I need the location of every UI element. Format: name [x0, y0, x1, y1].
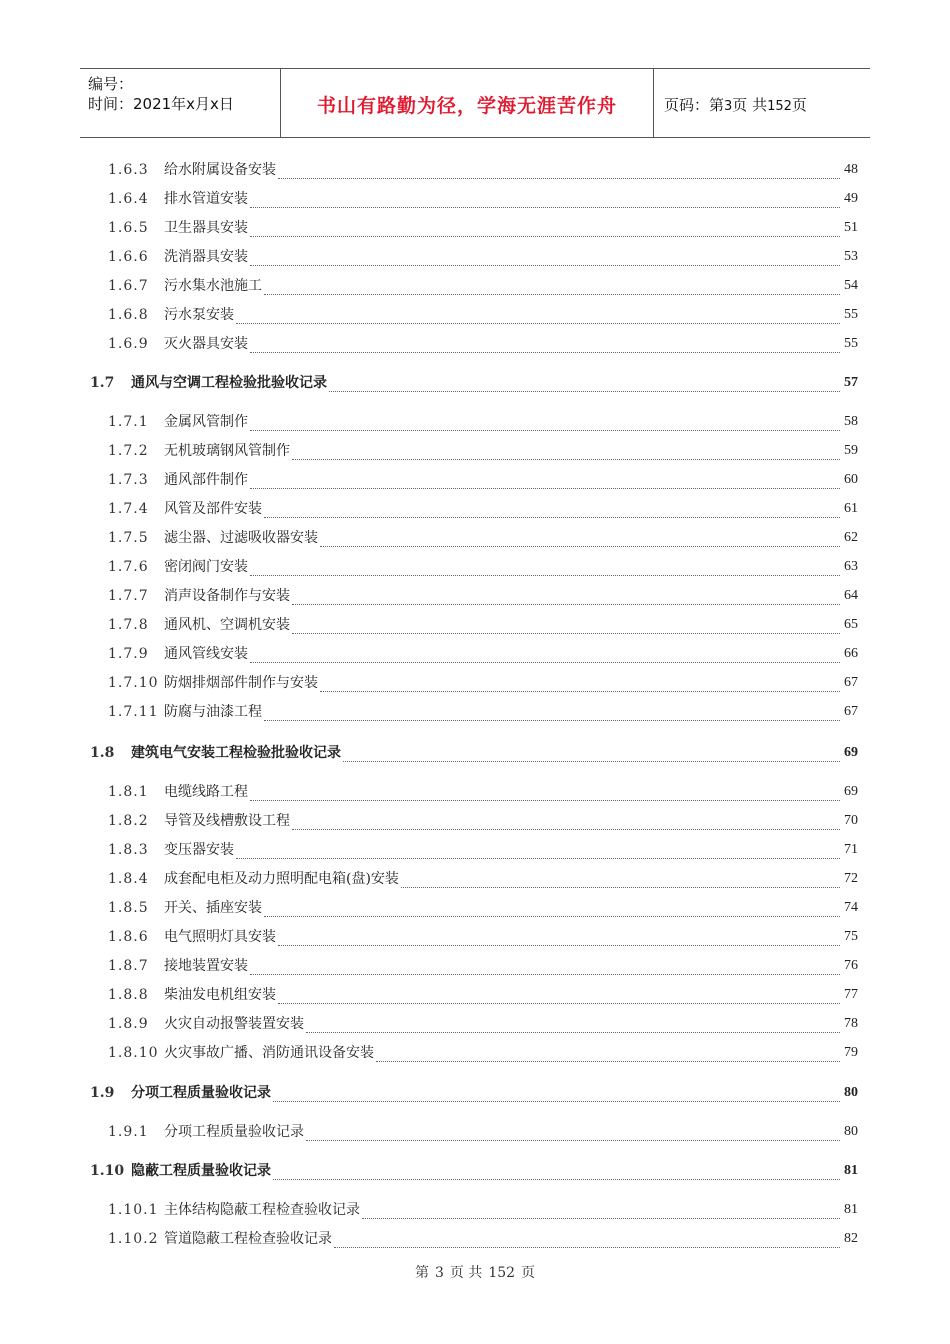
toc-page-number: 65 — [844, 617, 858, 632]
toc-page-number: 64 — [844, 588, 858, 603]
toc-page-number: 82 — [844, 1231, 858, 1246]
toc-page-number: 80 — [844, 1124, 858, 1139]
toc-number: 1.8.5 — [108, 900, 149, 916]
toc-page-number: 81 — [844, 1202, 858, 1217]
toc-entry-row[interactable] — [0, 438, 950, 460]
page-mid: 页 共 — [732, 96, 768, 114]
toc-entry-row[interactable] — [0, 467, 950, 489]
toc-title: 开关、插座安装 — [164, 900, 262, 916]
page-suffix: 页 — [791, 96, 807, 114]
toc-number: 1.7.8 — [108, 617, 149, 633]
toc-number: 1.7.1 — [108, 414, 149, 430]
toc-entry-row[interactable] — [0, 1011, 950, 1033]
toc-title: 成套配电柜及动力照明配电箱(盘)安装 — [164, 871, 399, 887]
toc-number: 1.7.5 — [108, 530, 149, 546]
toc-number: 1.10.1 — [108, 1202, 159, 1218]
toc-number: 1.9.1 — [108, 1124, 149, 1140]
toc-page-number: 81 — [844, 1163, 858, 1178]
toc-title: 灭火器具安装 — [164, 336, 248, 352]
toc-number: 1.8.3 — [108, 842, 149, 858]
toc-dot-leader — [236, 842, 840, 859]
toc-entry-row[interactable] — [0, 409, 950, 431]
toc-entry-row[interactable] — [0, 808, 950, 830]
toc-title: 隐蔽工程质量验收记录 — [131, 1163, 271, 1179]
toc-dot-leader — [278, 162, 840, 179]
toc-page-number: 74 — [844, 900, 858, 915]
toc-number: 1.7.6 — [108, 559, 149, 575]
toc-title: 火灾事故广播、消防通讯设备安装 — [164, 1045, 374, 1061]
header-meta-cell — [80, 69, 281, 137]
toc-page-number: 67 — [844, 675, 858, 690]
toc-section-row[interactable] — [0, 1158, 950, 1180]
toc-title: 无机玻璃钢风管制作 — [164, 443, 290, 459]
toc-dot-leader — [273, 1085, 840, 1102]
toc-dot-leader — [250, 559, 840, 576]
toc-title: 通风与空调工程检验批验收记录 — [131, 375, 327, 391]
toc-dot-leader — [376, 1045, 840, 1062]
toc-dot-leader — [250, 220, 840, 237]
toc-dot-leader — [264, 704, 840, 721]
footer-total: 152 — [488, 1265, 516, 1281]
toc-title: 防腐与油漆工程 — [164, 704, 262, 720]
toc-number: 1.10.2 — [108, 1231, 159, 1247]
toc-title: 密闭阀门安装 — [164, 559, 248, 575]
toc-page-number: 59 — [844, 443, 858, 458]
toc-entry-row[interactable] — [0, 1197, 950, 1219]
toc-entry-row[interactable] — [0, 215, 950, 237]
toc-entry-row[interactable] — [0, 924, 950, 946]
toc-title: 导管及线槽敷设工程 — [164, 813, 290, 829]
toc-section-row[interactable] — [0, 1080, 950, 1102]
toc-title: 污水泵安装 — [164, 307, 234, 323]
toc-page-number: 55 — [844, 336, 858, 351]
footer-prefix: 第 — [414, 1265, 429, 1281]
toc-dot-leader — [401, 871, 840, 888]
toc-title: 主体结构隐蔽工程检查验收记录 — [164, 1202, 360, 1218]
toc-number: 1.6.5 — [108, 220, 149, 236]
page-header — [80, 68, 870, 138]
toc-entry-row[interactable] — [0, 554, 950, 576]
page-current: 3 — [724, 99, 733, 114]
toc-entry-row[interactable] — [0, 895, 950, 917]
toc-title: 金属风管制作 — [164, 414, 248, 430]
toc-number: 1.8.1 — [108, 784, 149, 800]
toc-dot-leader — [292, 617, 840, 634]
toc-page-number: 61 — [844, 501, 858, 516]
toc-title: 污水集水池施工 — [164, 278, 262, 294]
toc-dot-leader — [320, 675, 840, 692]
toc-dot-leader — [250, 249, 840, 266]
toc-entry-row[interactable] — [0, 273, 950, 295]
toc-title: 消声设备制作与安装 — [164, 588, 290, 604]
header-page-info — [664, 94, 807, 115]
toc-title: 滤尘器、过滤吸收器安装 — [164, 530, 318, 546]
toc-dot-leader — [306, 1016, 840, 1033]
toc-number: 1.7.9 — [108, 646, 149, 662]
toc-title: 防烟排烟部件制作与安装 — [164, 675, 318, 691]
toc-title: 排水管道安装 — [164, 191, 248, 207]
toc-number: 1.10 — [90, 1163, 125, 1179]
toc-page-number: 48 — [844, 162, 858, 177]
toc-entry-row[interactable] — [0, 244, 950, 266]
toc-entry-row[interactable] — [0, 779, 950, 801]
toc-title: 电缆线路工程 — [164, 784, 248, 800]
toc-dot-leader — [250, 336, 840, 353]
toc-dot-leader — [264, 278, 840, 295]
toc-title: 通风部件制作 — [164, 472, 248, 488]
toc-number: 1.6.8 — [108, 307, 149, 323]
toc-page-number: 69 — [844, 784, 858, 799]
toc-number: 1.6.3 — [108, 162, 149, 178]
toc-number: 1.9 — [90, 1085, 115, 1101]
toc-title: 卫生器具安装 — [164, 220, 248, 236]
toc-page-number: 58 — [844, 414, 858, 429]
toc-entry-row[interactable] — [0, 982, 950, 1004]
page-prefix: 页码：第 — [664, 96, 725, 114]
toc-page-number: 57 — [844, 375, 858, 390]
page-total: 152 — [767, 99, 792, 114]
toc-dot-leader — [250, 958, 840, 975]
toc-dot-leader — [292, 588, 840, 605]
toc-number: 1.8.7 — [108, 958, 149, 974]
toc-dot-leader — [250, 646, 840, 663]
toc-title: 风管及部件安装 — [164, 501, 262, 517]
toc-dot-leader — [273, 1163, 840, 1180]
toc-dot-leader — [362, 1202, 840, 1219]
toc-entry-row[interactable] — [0, 157, 950, 179]
toc-page-number: 66 — [844, 646, 858, 661]
toc-entry-row[interactable] — [0, 1040, 950, 1062]
toc-title: 分项工程质量验收记录 — [131, 1085, 271, 1101]
toc-entry-row[interactable] — [0, 612, 950, 634]
toc-number: 1.7.2 — [108, 443, 149, 459]
header-motto-cell — [281, 69, 654, 137]
toc-page-number: 77 — [844, 987, 858, 1002]
toc-title: 管道隐蔽工程检查验收记录 — [164, 1231, 332, 1247]
toc-title: 分项工程质量验收记录 — [164, 1124, 304, 1140]
toc-dot-leader — [320, 530, 840, 547]
doc-time-label: 时间：2021年x月x日 — [88, 95, 234, 113]
toc-number: 1.7.10 — [108, 675, 159, 691]
toc-title: 建筑电气安装工程检验批验收记录 — [131, 745, 341, 761]
toc-number: 1.7.4 — [108, 501, 149, 517]
toc-title: 接地装置安装 — [164, 958, 248, 974]
toc-page-number: 49 — [844, 191, 858, 206]
footer-mid: 页 共 — [449, 1265, 483, 1281]
toc-page-number: 69 — [844, 745, 858, 760]
toc-section-row[interactable] — [0, 370, 950, 392]
toc-title: 通风机、空调机安装 — [164, 617, 290, 633]
toc-page-number: 54 — [844, 278, 858, 293]
toc-number: 1.7.3 — [108, 472, 149, 488]
toc-dot-leader — [343, 745, 840, 762]
toc-number: 1.8.10 — [108, 1045, 159, 1061]
toc-page-number: 78 — [844, 1016, 858, 1031]
toc-page-number: 72 — [844, 871, 858, 886]
toc-page-number: 67 — [844, 704, 858, 719]
toc-entry-row[interactable] — [0, 837, 950, 859]
toc-dot-leader — [292, 813, 840, 830]
toc-entry-row[interactable] — [0, 525, 950, 547]
toc-title: 变压器安装 — [164, 842, 234, 858]
toc-number: 1.8.4 — [108, 871, 149, 887]
toc-page-number: 60 — [844, 472, 858, 487]
toc-page-number: 76 — [844, 958, 858, 973]
toc-dot-leader — [278, 929, 840, 946]
toc-number: 1.6.9 — [108, 336, 149, 352]
toc-entry-row[interactable] — [0, 496, 950, 518]
toc-section-row[interactable] — [0, 740, 950, 762]
toc-dot-leader — [264, 501, 840, 518]
toc-dot-leader — [334, 1231, 840, 1248]
toc-page-number: 70 — [844, 813, 858, 828]
toc-entry-row[interactable] — [0, 186, 950, 208]
toc-dot-leader — [250, 784, 840, 801]
toc-page-number: 53 — [844, 249, 858, 264]
toc-title: 洗消器具安装 — [164, 249, 248, 265]
toc-title: 给水附属设备安装 — [164, 162, 276, 178]
toc-number: 1.6.4 — [108, 191, 149, 207]
toc-entry-row[interactable] — [0, 331, 950, 353]
toc-entry-row[interactable] — [0, 641, 950, 663]
toc-title: 火灾自动报警装置安装 — [164, 1016, 304, 1032]
header-page-cell — [654, 69, 870, 137]
toc-entry-row[interactable] — [0, 1226, 950, 1248]
toc-number: 1.6.7 — [108, 278, 149, 294]
toc-dot-leader — [278, 987, 840, 1004]
toc-page-number: 75 — [844, 929, 858, 944]
toc-entry-row[interactable] — [0, 699, 950, 721]
toc-entry-row[interactable] — [0, 670, 950, 692]
toc-page-number: 79 — [844, 1045, 858, 1060]
toc-entry-row[interactable] — [0, 583, 950, 605]
toc-entry-row[interactable] — [0, 1119, 950, 1141]
toc-entry-row[interactable] — [0, 302, 950, 324]
toc-number: 1.8.6 — [108, 929, 149, 945]
toc-number: 1.7.7 — [108, 588, 149, 604]
toc-dot-leader — [292, 443, 840, 460]
toc-page-number: 51 — [844, 220, 858, 235]
toc-number: 1.7.11 — [108, 704, 159, 720]
toc-page-number: 80 — [844, 1085, 858, 1100]
toc-title: 电气照明灯具安装 — [164, 929, 276, 945]
toc-title: 通风管线安装 — [164, 646, 248, 662]
toc-dot-leader — [250, 191, 840, 208]
page-footer — [0, 1262, 950, 1282]
toc-page-number: 63 — [844, 559, 858, 574]
toc-entry-row[interactable] — [0, 866, 950, 888]
toc-page-number: 71 — [844, 842, 858, 857]
toc-dot-leader — [236, 307, 840, 324]
toc-number: 1.8.9 — [108, 1016, 149, 1032]
toc-dot-leader — [264, 900, 840, 917]
toc-number: 1.8.2 — [108, 813, 149, 829]
footer-suffix: 页 — [521, 1265, 536, 1281]
toc-dot-leader — [250, 472, 840, 489]
toc-page-number: 55 — [844, 307, 858, 322]
toc-dot-leader — [306, 1124, 840, 1141]
toc-number: 1.6.6 — [108, 249, 149, 265]
doc-number-label: 编号： — [88, 75, 134, 93]
footer-current: 3 — [434, 1265, 444, 1281]
toc-dot-leader — [329, 375, 840, 392]
toc-number: 1.7 — [90, 375, 115, 391]
toc-entry-row[interactable] — [0, 953, 950, 975]
toc-number: 1.8.8 — [108, 987, 149, 1003]
toc-number: 1.8 — [90, 745, 115, 761]
toc-page-number: 62 — [844, 530, 858, 545]
toc-title: 柴油发电机组安装 — [164, 987, 276, 1003]
toc-dot-leader — [250, 414, 840, 431]
motto-text: 书山有路勤为径，学海无涯苦作舟 — [316, 95, 617, 117]
